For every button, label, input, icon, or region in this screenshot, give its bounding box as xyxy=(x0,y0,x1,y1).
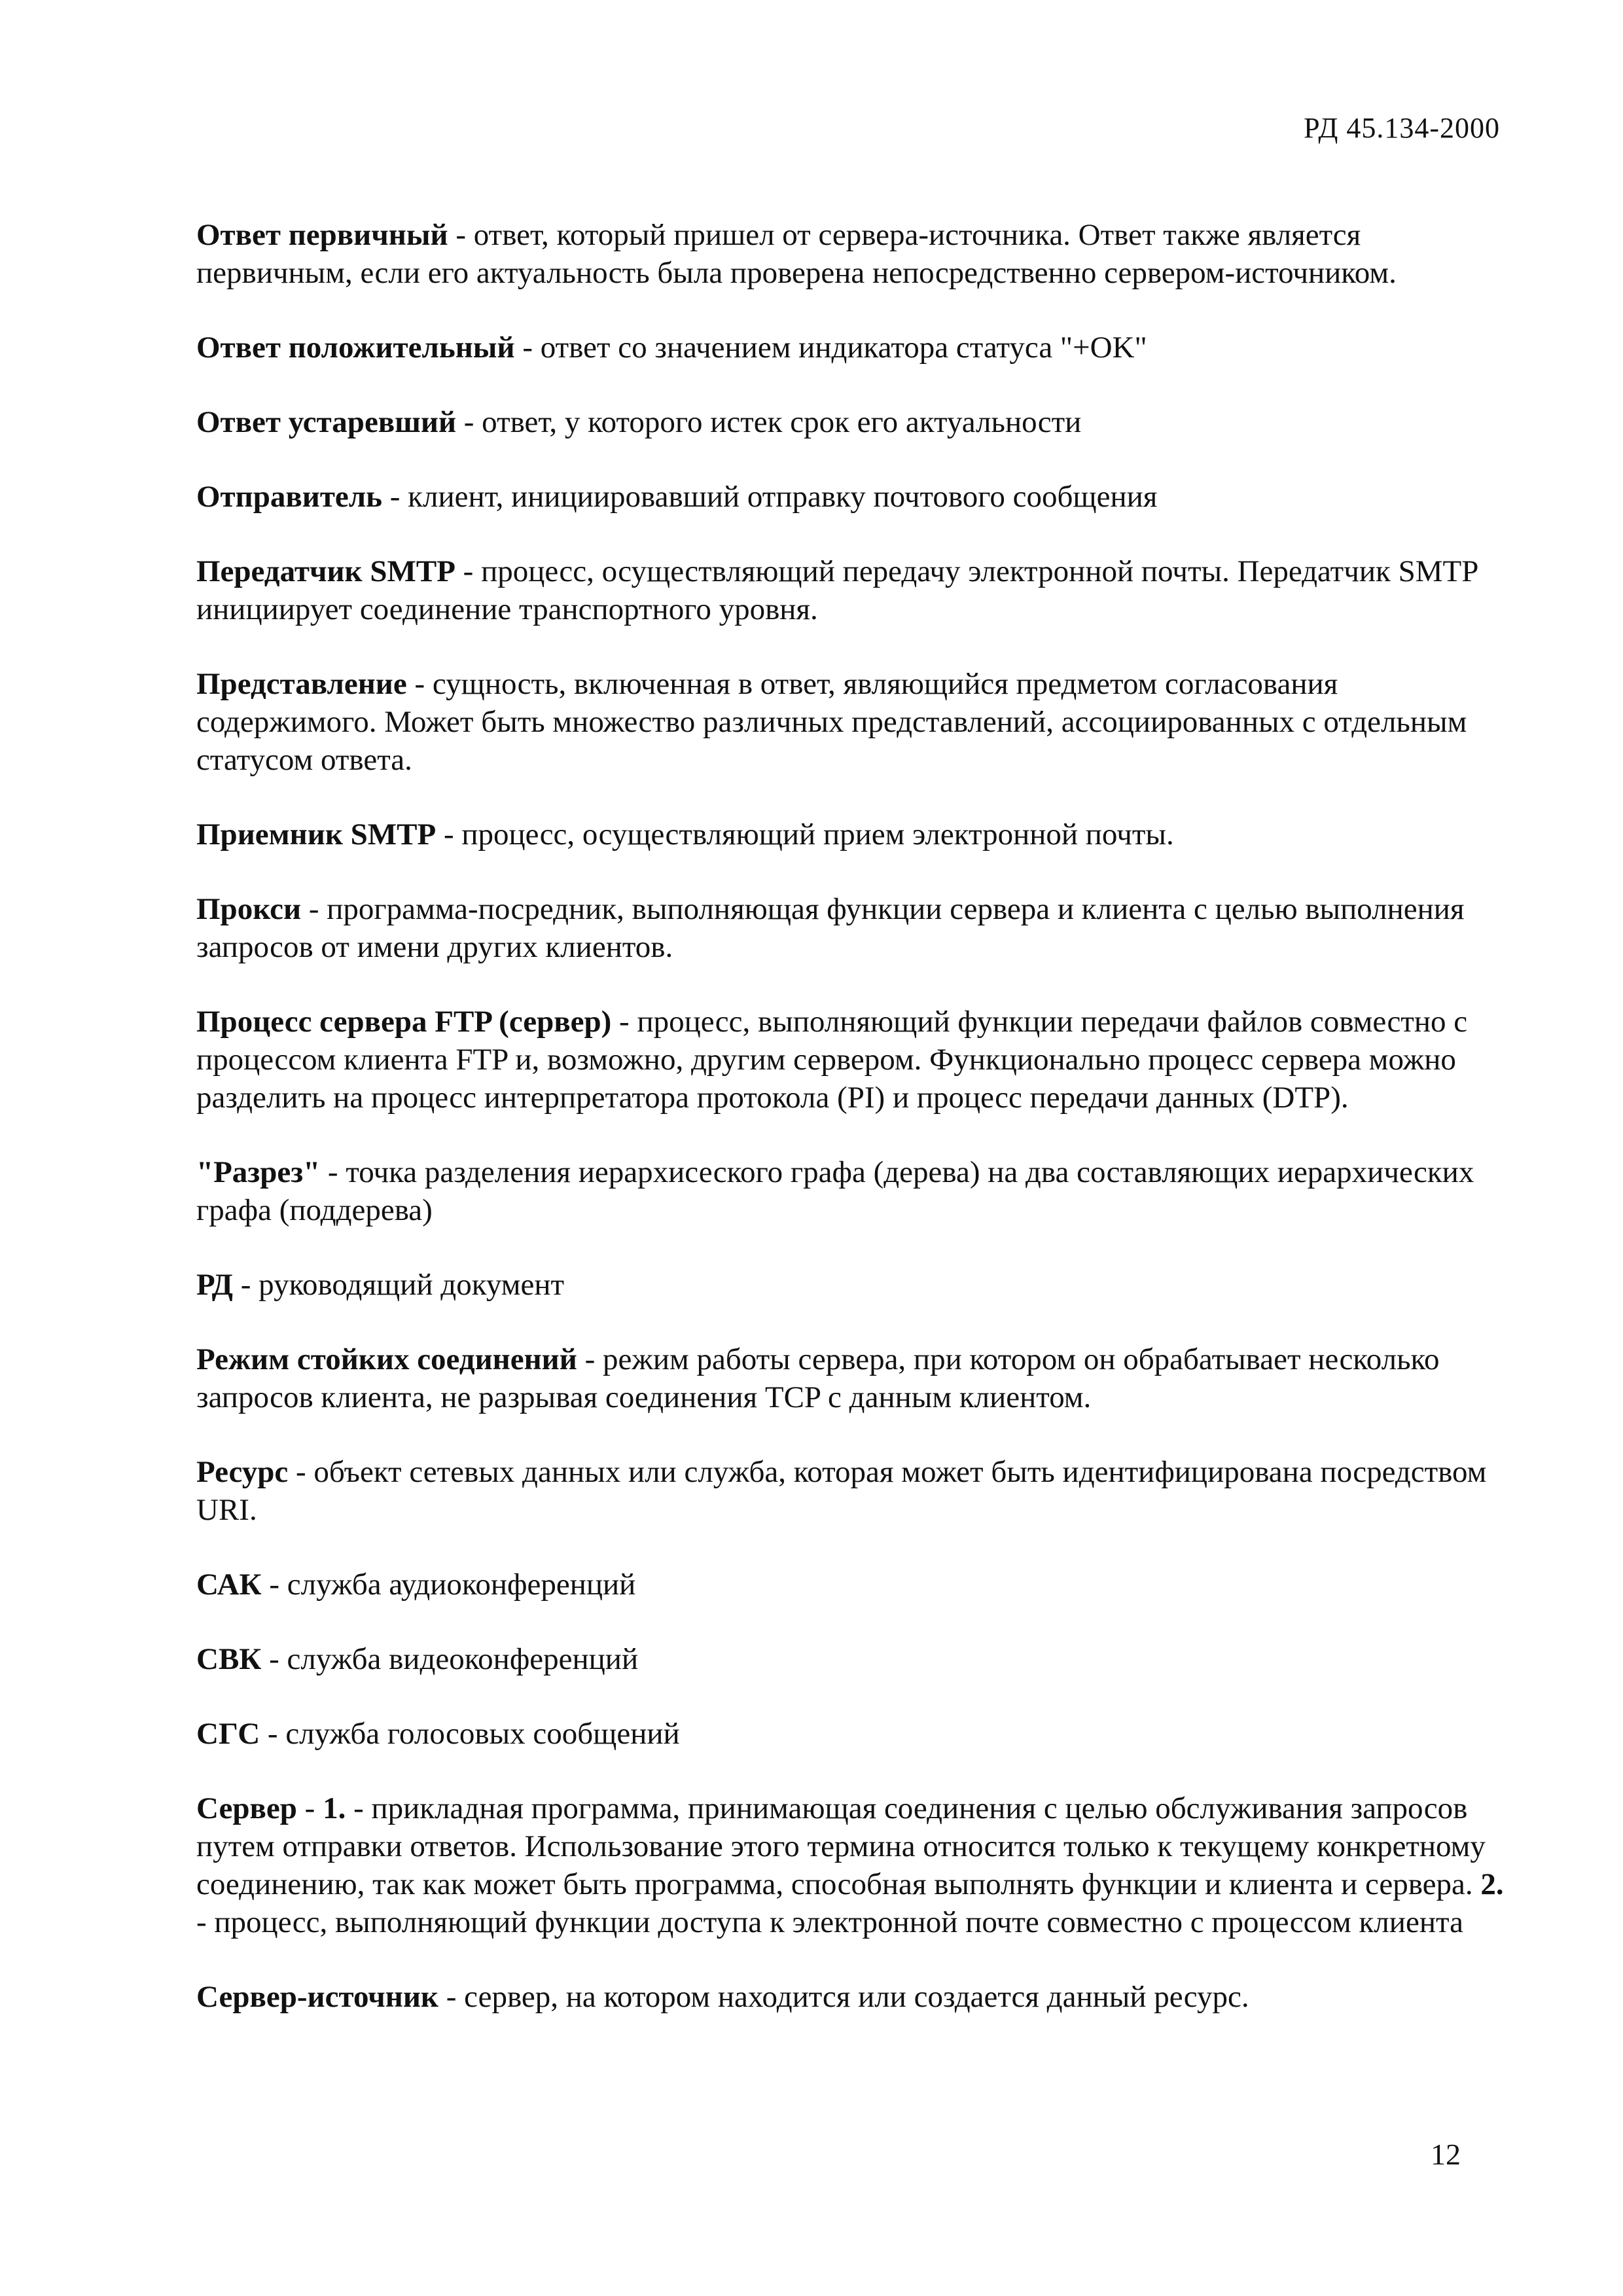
definition: - служба голосовых сообщений xyxy=(260,1717,680,1751)
glossary-entry xyxy=(196,216,1518,292)
glossary-entry xyxy=(196,1266,1518,1304)
glossary-entry xyxy=(196,1789,1518,1941)
glossary-entry xyxy=(196,665,1518,779)
term: СГС xyxy=(196,1717,260,1751)
definition: - сервер, на котором находится или создается данный ресурс. xyxy=(438,1980,1249,2014)
sense-number: 1. xyxy=(323,1791,346,1825)
term: Ответ первичный xyxy=(196,218,448,252)
glossary-list xyxy=(196,216,1518,2053)
term: СВК xyxy=(196,1642,262,1676)
sense-number: 2. xyxy=(1480,1867,1504,1901)
definition: - режим работы сервера, при котором он обрабатывает несколько запросов клиента, не разрывая соединения TCP с данным клиентом. xyxy=(196,1342,1440,1414)
definition: - точка разделения иерархисеского графа (дерева) на два составляющих иерархических графа (поддерева) xyxy=(196,1155,1474,1227)
term: Ответ положительный xyxy=(196,331,515,365)
term: Передатчик SMTP xyxy=(196,554,455,588)
glossary-entry xyxy=(196,552,1518,628)
glossary-entry xyxy=(196,1978,1518,2016)
glossary-entry xyxy=(196,816,1518,853)
definition: - служба видеоконференций xyxy=(261,1642,639,1676)
term: РД xyxy=(196,1268,234,1302)
definition: - xyxy=(296,1791,323,1825)
glossary-entry xyxy=(196,1566,1518,1604)
term: Отправитель xyxy=(196,480,382,514)
term: Процесс сервера FTP (сервер) xyxy=(196,1005,612,1039)
glossary-entry xyxy=(196,403,1518,441)
glossary-entry xyxy=(196,478,1518,516)
glossary-entry xyxy=(196,1003,1518,1117)
glossary-entry xyxy=(196,1715,1518,1753)
glossary-entry xyxy=(196,1340,1518,1416)
definition: - служба аудиоконференций xyxy=(261,1568,636,1602)
term: Ответ устаревший xyxy=(196,405,457,439)
glossary-entry xyxy=(196,1640,1518,1678)
definition: - объект сетевых данных или служба, которая может быть идентифицирована посредством URI. xyxy=(196,1455,1487,1527)
term: Сервер xyxy=(196,1791,297,1825)
definition: - процесс, осуществляющий прием электронной почты. xyxy=(436,817,1174,852)
definition: - ответ, который пришел от сервера-источника. Ответ также является первичным, если его актуальность была проверена непосредственно сервером-источником. xyxy=(196,218,1397,290)
definition: - программа-посредник, выполняющая функции сервера и клиента с целью выполнения запросов от имени других клиентов. xyxy=(196,892,1465,964)
glossary-entry xyxy=(196,1453,1518,1529)
page-number: 12 xyxy=(1431,2138,1461,2171)
term: "Разрез" xyxy=(196,1155,321,1189)
definition: - сущность, включенная в ответ, являющийся предметом согласования содержимого. Может быть множество различных представлений, ассоциированных с отдельным статусом ответа. xyxy=(196,667,1467,777)
document-code: РД 45.134-2000 xyxy=(1304,112,1500,144)
definition: - ответ, у которого истек срок его актуальности xyxy=(456,405,1082,439)
glossary-entry xyxy=(196,1153,1518,1229)
term: Представление xyxy=(196,667,407,701)
term: Режим стойких соединений xyxy=(196,1342,577,1376)
definition: - процесс, выполняющий функции передачи файлов совместно с процессом клиента FTP и, возможно, другим сервером. Функционально процесс сервера можно разделить на процесс интерпретатора протокола (PI) и процесс передачи данных (DTP). xyxy=(196,1005,1468,1115)
glossary-entry xyxy=(196,890,1518,966)
definition: - клиент, инициировавший отправку почтового сообщения xyxy=(382,480,1158,514)
definition: - ответ со значением индикатора статуса "+OK" xyxy=(514,331,1147,365)
definition: - процесс, осуществляющий передачу электронной почты. Передатчик SMTP инициирует соединение транспортного уровня. xyxy=(196,554,1478,626)
glossary-entry xyxy=(196,329,1518,367)
definition-sense: - прикладная программа, принимающая соединения с целью обслуживания запросов путем отправки ответов. Использование этого термина относится только к текущему конкретному соединению, так как может быть программа, способная выполнять функции и клиента и сервера. xyxy=(196,1791,1486,1901)
term: Прокси xyxy=(196,892,302,926)
definition-sense: - процесс, выполняющий функции доступа к электронной почте совместно с процессом клиента xyxy=(196,1905,1463,1939)
term: Приемник SMTP xyxy=(196,817,437,852)
term: САК xyxy=(196,1568,262,1602)
definition: - руководящий документ xyxy=(233,1268,565,1302)
term: Сервер-источник xyxy=(196,1980,438,2014)
term: Ресурс xyxy=(196,1455,289,1489)
